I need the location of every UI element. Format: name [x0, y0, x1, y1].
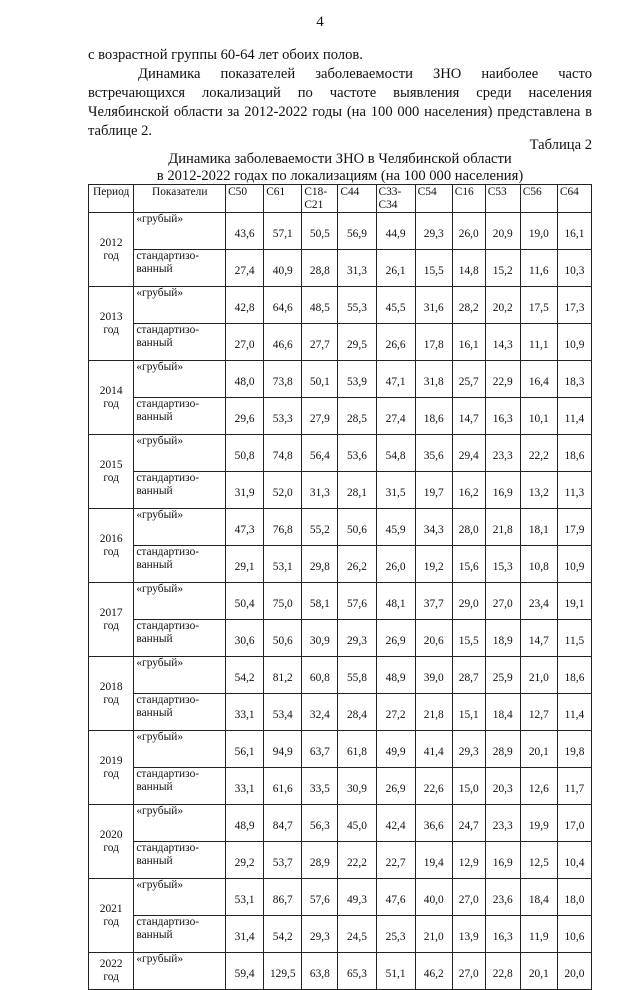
- value-cell: 27,0: [452, 953, 485, 990]
- value-cell: 31,3: [338, 250, 376, 287]
- indicator-standardized: стандартизо-ванный: [134, 472, 226, 509]
- value-cell: 28,4: [338, 694, 376, 731]
- value-cell: 27,0: [226, 324, 264, 361]
- value-cell: 15,5: [452, 620, 485, 657]
- value-cell: 48,0: [226, 361, 264, 398]
- value-cell: 26,1: [376, 250, 415, 287]
- value-cell: 28,7: [452, 657, 485, 694]
- value-cell: 29,8: [302, 546, 338, 583]
- value-cell: 53,7: [264, 842, 302, 879]
- value-cell: 55,2: [302, 509, 338, 546]
- column-header: С18-С21: [302, 185, 338, 213]
- value-cell: 11,9: [520, 916, 557, 953]
- value-cell: 50,6: [338, 509, 376, 546]
- column-header: С53: [485, 185, 520, 213]
- value-cell: 17,8: [415, 324, 452, 361]
- table-row: [89, 435, 592, 472]
- value-cell: 10,4: [557, 842, 591, 879]
- table-row: [89, 768, 592, 805]
- table-row: [89, 805, 592, 842]
- value-cell: 81,2: [264, 657, 302, 694]
- value-cell: 31,3: [302, 472, 338, 509]
- table-row: [89, 213, 592, 250]
- value-cell: 40,0: [415, 879, 452, 916]
- indicator-crude: «грубый»: [134, 731, 226, 768]
- value-cell: 25,7: [452, 361, 485, 398]
- value-cell: 55,3: [338, 287, 376, 324]
- table-body: [89, 213, 592, 990]
- column-header: Период: [89, 185, 134, 213]
- value-cell: 19,0: [520, 213, 557, 250]
- indicator-crude: «грубый»: [134, 879, 226, 916]
- value-cell: 26,0: [376, 546, 415, 583]
- value-cell: 19,4: [415, 842, 452, 879]
- value-cell: 50,6: [264, 620, 302, 657]
- value-cell: 74,8: [264, 435, 302, 472]
- value-cell: 19,2: [415, 546, 452, 583]
- value-cell: 55,8: [338, 657, 376, 694]
- value-cell: 11,4: [557, 694, 591, 731]
- value-cell: 28,9: [302, 842, 338, 879]
- value-cell: 21,8: [415, 694, 452, 731]
- value-cell: 19,1: [557, 583, 591, 620]
- value-cell: 26,9: [376, 620, 415, 657]
- value-cell: 16,4: [520, 361, 557, 398]
- period-cell: 2012 год: [89, 213, 134, 287]
- value-cell: 19,8: [557, 731, 591, 768]
- value-cell: 20,2: [485, 287, 520, 324]
- value-cell: 33,1: [226, 768, 264, 805]
- value-cell: 18,1: [520, 509, 557, 546]
- value-cell: 20,9: [485, 213, 520, 250]
- value-cell: 48,9: [376, 657, 415, 694]
- value-cell: 20,1: [520, 953, 557, 990]
- value-cell: 52,0: [264, 472, 302, 509]
- value-cell: 45,9: [376, 509, 415, 546]
- value-cell: 18,4: [520, 879, 557, 916]
- value-cell: 10,3: [557, 250, 591, 287]
- indicator-crude: «грубый»: [134, 657, 226, 694]
- value-cell: 17,0: [557, 805, 591, 842]
- value-cell: 51,1: [376, 953, 415, 990]
- period-cell: 2013 год: [89, 287, 134, 361]
- value-cell: 56,1: [226, 731, 264, 768]
- value-cell: 28,8: [302, 250, 338, 287]
- value-cell: 11,5: [557, 620, 591, 657]
- table-row: [89, 509, 592, 546]
- value-cell: 29,5: [338, 324, 376, 361]
- value-cell: 56,4: [302, 435, 338, 472]
- value-cell: 10,9: [557, 324, 591, 361]
- table-row: [89, 657, 592, 694]
- value-cell: 30,9: [302, 620, 338, 657]
- table-caption: [88, 151, 592, 185]
- table-title-line-1: Динамика заболеваемости ЗНО в Челябинской области: [168, 151, 512, 167]
- value-cell: 61,6: [264, 768, 302, 805]
- value-cell: 10,9: [557, 546, 591, 583]
- value-cell: 46,2: [415, 953, 452, 990]
- value-cell: 29,4: [452, 435, 485, 472]
- period-cell: 2018 год: [89, 657, 134, 731]
- table-row: [89, 916, 592, 953]
- value-cell: 57,6: [302, 879, 338, 916]
- value-cell: 29,0: [452, 583, 485, 620]
- value-cell: 25,3: [376, 916, 415, 953]
- indicator-crude: «грубый»: [134, 805, 226, 842]
- value-cell: 39,0: [415, 657, 452, 694]
- value-cell: 16,3: [485, 398, 520, 435]
- value-cell: 40,9: [264, 250, 302, 287]
- value-cell: 54,2: [264, 916, 302, 953]
- intro-text: с возрастной группы 60-64 лет обоих полов.: [88, 47, 363, 63]
- period-cell: 2015 год: [89, 435, 134, 509]
- value-cell: 50,1: [302, 361, 338, 398]
- value-cell: 29,3: [302, 916, 338, 953]
- indicator-standardized: стандартизо-ванный: [134, 694, 226, 731]
- value-cell: 28,5: [338, 398, 376, 435]
- value-cell: 48,9: [226, 805, 264, 842]
- period-cell: 2021 год: [89, 879, 134, 953]
- table-row: [89, 953, 592, 990]
- value-cell: 129,5: [264, 953, 302, 990]
- value-cell: 22,9: [485, 361, 520, 398]
- incidence-table: [88, 184, 592, 990]
- value-cell: 31,5: [376, 472, 415, 509]
- value-cell: 63,7: [302, 731, 338, 768]
- value-cell: 22,8: [485, 953, 520, 990]
- value-cell: 94,9: [264, 731, 302, 768]
- value-cell: 47,6: [376, 879, 415, 916]
- value-cell: 10,1: [520, 398, 557, 435]
- value-cell: 28,1: [338, 472, 376, 509]
- value-cell: 21,0: [520, 657, 557, 694]
- value-cell: 19,7: [415, 472, 452, 509]
- value-cell: 27,4: [226, 250, 264, 287]
- period-cell: 2020 год: [89, 805, 134, 879]
- indicator-standardized: стандартизо-ванный: [134, 620, 226, 657]
- value-cell: 27,2: [376, 694, 415, 731]
- value-cell: 53,1: [264, 546, 302, 583]
- header-row: [89, 185, 592, 213]
- period-cell: 2014 год: [89, 361, 134, 435]
- value-cell: 18,3: [557, 361, 591, 398]
- value-cell: 20,6: [415, 620, 452, 657]
- value-cell: 10,6: [557, 916, 591, 953]
- value-cell: 26,9: [376, 768, 415, 805]
- value-cell: 54,8: [376, 435, 415, 472]
- value-cell: 45,5: [376, 287, 415, 324]
- table-row: [89, 324, 592, 361]
- value-cell: 58,1: [302, 583, 338, 620]
- value-cell: 57,1: [264, 213, 302, 250]
- value-cell: 24,7: [452, 805, 485, 842]
- value-cell: 10,8: [520, 546, 557, 583]
- value-cell: 23,4: [520, 583, 557, 620]
- period-cell: 2017 год: [89, 583, 134, 657]
- value-cell: 14,7: [520, 620, 557, 657]
- indicator-crude: «грубый»: [134, 953, 226, 990]
- value-cell: 17,3: [557, 287, 591, 324]
- value-cell: 14,7: [452, 398, 485, 435]
- value-cell: 31,8: [415, 361, 452, 398]
- value-cell: 17,9: [557, 509, 591, 546]
- value-cell: 17,5: [520, 287, 557, 324]
- value-cell: 75,0: [264, 583, 302, 620]
- value-cell: 32,4: [302, 694, 338, 731]
- value-cell: 22,2: [520, 435, 557, 472]
- value-cell: 11,1: [520, 324, 557, 361]
- value-cell: 20,0: [557, 953, 591, 990]
- indicator-crude: «грубый»: [134, 435, 226, 472]
- value-cell: 49,9: [376, 731, 415, 768]
- value-cell: 42,8: [226, 287, 264, 324]
- value-cell: 12,6: [520, 768, 557, 805]
- value-cell: 15,3: [485, 546, 520, 583]
- value-cell: 59,4: [226, 953, 264, 990]
- column-header: С61: [264, 185, 302, 213]
- value-cell: 37,7: [415, 583, 452, 620]
- value-cell: 27,0: [485, 583, 520, 620]
- value-cell: 15,6: [452, 546, 485, 583]
- value-cell: 29,6: [226, 398, 264, 435]
- value-cell: 50,8: [226, 435, 264, 472]
- value-cell: 34,3: [415, 509, 452, 546]
- indicator-standardized: стандартизо-ванный: [134, 398, 226, 435]
- value-cell: 11,4: [557, 398, 591, 435]
- value-cell: 29,3: [338, 620, 376, 657]
- table-row: [89, 287, 592, 324]
- value-cell: 27,9: [302, 398, 338, 435]
- indicator-standardized: стандартизо-ванный: [134, 768, 226, 805]
- value-cell: 23,6: [485, 879, 520, 916]
- value-cell: 12,7: [520, 694, 557, 731]
- value-cell: 21,0: [415, 916, 452, 953]
- value-cell: 12,9: [452, 842, 485, 879]
- value-cell: 60,8: [302, 657, 338, 694]
- value-cell: 15,0: [452, 768, 485, 805]
- table-row: [89, 398, 592, 435]
- value-cell: 11,3: [557, 472, 591, 509]
- table-row: [89, 583, 592, 620]
- value-cell: 45,0: [338, 805, 376, 842]
- value-cell: 47,3: [226, 509, 264, 546]
- column-header: С56: [520, 185, 557, 213]
- value-cell: 13,9: [452, 916, 485, 953]
- period-cell: 2019 год: [89, 731, 134, 805]
- value-cell: 15,5: [415, 250, 452, 287]
- value-cell: 11,7: [557, 768, 591, 805]
- value-cell: 23,3: [485, 805, 520, 842]
- value-cell: 11,6: [520, 250, 557, 287]
- indicator-crude: «грубый»: [134, 213, 226, 250]
- value-cell: 61,8: [338, 731, 376, 768]
- value-cell: 14,3: [485, 324, 520, 361]
- value-cell: 25,9: [485, 657, 520, 694]
- value-cell: 18,4: [485, 694, 520, 731]
- value-cell: 29,3: [415, 213, 452, 250]
- value-cell: 43,6: [226, 213, 264, 250]
- value-cell: 26,0: [452, 213, 485, 250]
- value-cell: 46,6: [264, 324, 302, 361]
- value-cell: 29,2: [226, 842, 264, 879]
- value-cell: 56,9: [338, 213, 376, 250]
- value-cell: 84,7: [264, 805, 302, 842]
- table-row: [89, 250, 592, 287]
- value-cell: 31,4: [226, 916, 264, 953]
- value-cell: 16,1: [452, 324, 485, 361]
- value-cell: 18,0: [557, 879, 591, 916]
- value-cell: 53,3: [264, 398, 302, 435]
- value-cell: 63,8: [302, 953, 338, 990]
- value-cell: 16,3: [485, 916, 520, 953]
- value-cell: 53,6: [338, 435, 376, 472]
- value-cell: 16,9: [485, 842, 520, 879]
- column-header: Показатели: [134, 185, 226, 213]
- table-row: [89, 361, 592, 398]
- value-cell: 33,5: [302, 768, 338, 805]
- table-row: [89, 731, 592, 768]
- value-cell: 31,6: [415, 287, 452, 324]
- period-cell: 2016 год: [89, 509, 134, 583]
- value-cell: 22,7: [376, 842, 415, 879]
- value-cell: 47,1: [376, 361, 415, 398]
- value-cell: 50,5: [302, 213, 338, 250]
- value-cell: 41,4: [415, 731, 452, 768]
- value-cell: 65,3: [338, 953, 376, 990]
- value-cell: 76,8: [264, 509, 302, 546]
- intro-line: [88, 46, 592, 65]
- value-cell: 50,4: [226, 583, 264, 620]
- value-cell: 28,9: [485, 731, 520, 768]
- value-cell: 28,0: [452, 509, 485, 546]
- value-cell: 15,1: [452, 694, 485, 731]
- value-cell: 48,1: [376, 583, 415, 620]
- value-cell: 33,1: [226, 694, 264, 731]
- value-cell: 35,6: [415, 435, 452, 472]
- value-cell: 73,8: [264, 361, 302, 398]
- table-row: [89, 842, 592, 879]
- period-cell: 2022 год: [89, 953, 134, 990]
- indicator-crude: «грубый»: [134, 583, 226, 620]
- value-cell: 24,5: [338, 916, 376, 953]
- value-cell: 44,9: [376, 213, 415, 250]
- table-title-line-2: в 2012-2022 годах по локализациям (на 100 000 населения): [156, 168, 524, 184]
- value-cell: 27,0: [452, 879, 485, 916]
- value-cell: 20,1: [520, 731, 557, 768]
- indicator-crude: «грубый»: [134, 361, 226, 398]
- indicator-standardized: стандартизо-ванный: [134, 842, 226, 879]
- value-cell: 18,6: [415, 398, 452, 435]
- value-cell: 48,5: [302, 287, 338, 324]
- indicator-crude: «грубый»: [134, 287, 226, 324]
- value-cell: 29,3: [452, 731, 485, 768]
- value-cell: 27,4: [376, 398, 415, 435]
- column-header: С33-С34: [376, 185, 415, 213]
- indicator-standardized: стандартизо-ванный: [134, 916, 226, 953]
- body-paragraph: Динамика показателей заболеваемости ЗНО наиболее часто встречающихся локализаций по частоте выявления среди населения Челябинской области за 2012-2022 годы (на 100 000 населения) представлена в таблице 2.: [88, 66, 592, 139]
- indicator-crude: «грубый»: [134, 509, 226, 546]
- value-cell: 19,9: [520, 805, 557, 842]
- value-cell: 18,6: [557, 435, 591, 472]
- value-cell: 15,2: [485, 250, 520, 287]
- value-cell: 36,6: [415, 805, 452, 842]
- value-cell: 64,6: [264, 287, 302, 324]
- value-cell: 27,7: [302, 324, 338, 361]
- table-row: [89, 879, 592, 916]
- column-header: С54: [415, 185, 452, 213]
- value-cell: 86,7: [264, 879, 302, 916]
- value-cell: 31,9: [226, 472, 264, 509]
- indicator-standardized: стандартизо-ванный: [134, 546, 226, 583]
- value-cell: 20,3: [485, 768, 520, 805]
- indicator-standardized: стандартизо-ванный: [134, 324, 226, 361]
- table-number: Таблица 2: [529, 137, 592, 153]
- table-row: [89, 546, 592, 583]
- value-cell: 56,3: [302, 805, 338, 842]
- column-header: С44: [338, 185, 376, 213]
- value-cell: 16,2: [452, 472, 485, 509]
- page-number: 4: [316, 14, 324, 30]
- column-header: С50: [226, 185, 264, 213]
- value-cell: 26,6: [376, 324, 415, 361]
- value-cell: 16,1: [557, 213, 591, 250]
- value-cell: 26,2: [338, 546, 376, 583]
- indicator-standardized: стандартизо-ванный: [134, 250, 226, 287]
- value-cell: 28,2: [452, 287, 485, 324]
- value-cell: 22,2: [338, 842, 376, 879]
- value-cell: 29,1: [226, 546, 264, 583]
- value-cell: 57,6: [338, 583, 376, 620]
- value-cell: 53,4: [264, 694, 302, 731]
- table-row: [89, 694, 592, 731]
- value-cell: 14,8: [452, 250, 485, 287]
- table-row: [89, 472, 592, 509]
- value-cell: 23,3: [485, 435, 520, 472]
- value-cell: 54,2: [226, 657, 264, 694]
- value-cell: 53,1: [226, 879, 264, 916]
- value-cell: 18,6: [557, 657, 591, 694]
- value-cell: 30,9: [338, 768, 376, 805]
- value-cell: 16,9: [485, 472, 520, 509]
- column-header: С64: [557, 185, 591, 213]
- value-cell: 42,4: [376, 805, 415, 842]
- value-cell: 18,9: [485, 620, 520, 657]
- column-header: С16: [452, 185, 485, 213]
- value-cell: 12,5: [520, 842, 557, 879]
- value-cell: 21,8: [485, 509, 520, 546]
- table-row: [89, 620, 592, 657]
- value-cell: 53,9: [338, 361, 376, 398]
- value-cell: 22,6: [415, 768, 452, 805]
- value-cell: 49,3: [338, 879, 376, 916]
- value-cell: 30,6: [226, 620, 264, 657]
- value-cell: 13,2: [520, 472, 557, 509]
